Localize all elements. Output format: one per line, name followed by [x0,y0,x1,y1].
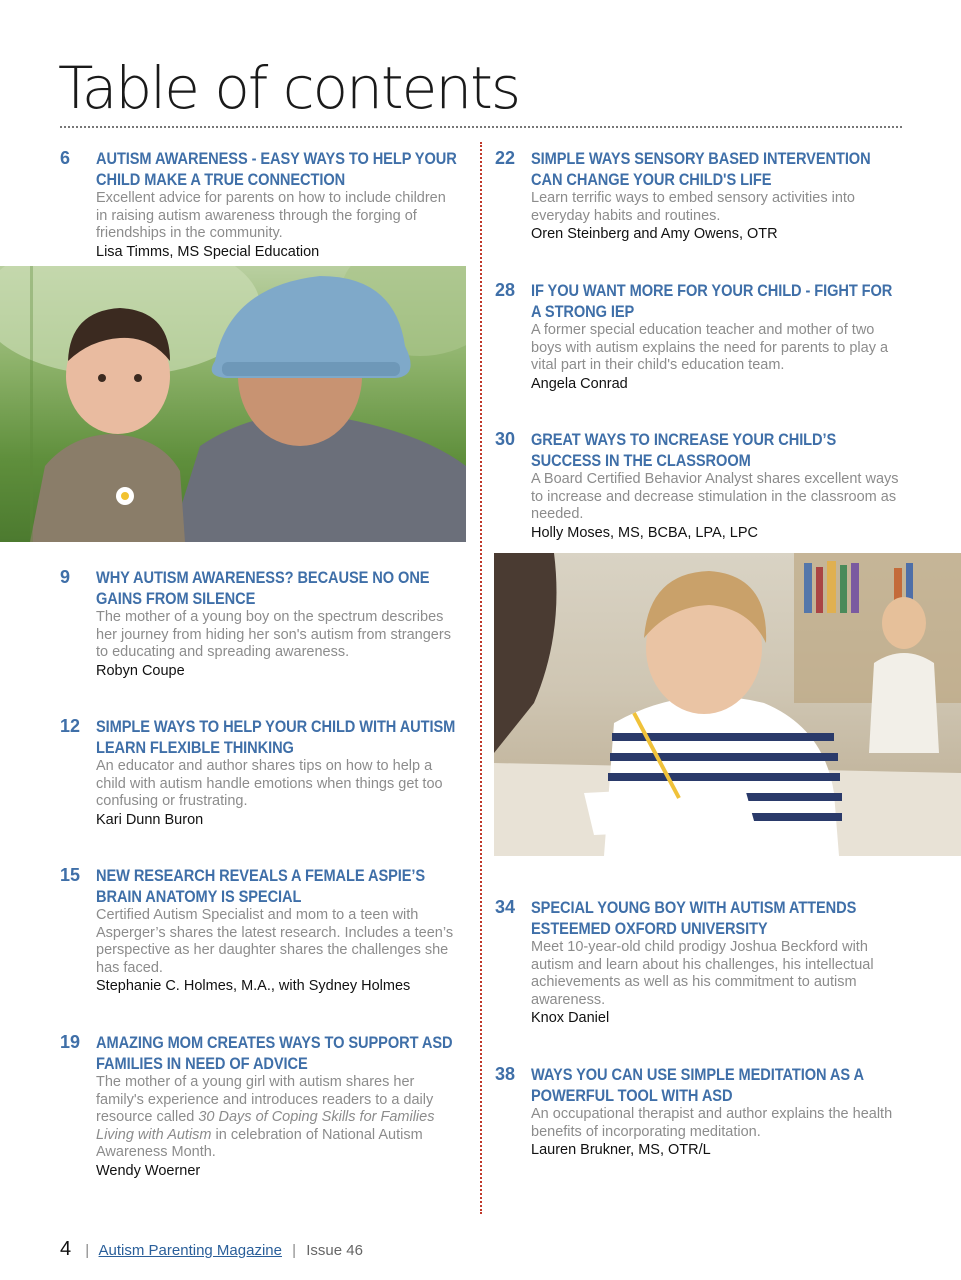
entry-description: Meet 10-year-old child prodigy Joshua Beckford with autism and learn about his challenges, his intellectual achievements as well as his commitment to autism awareness. [531,939,874,1008]
entry-author: Angela Conrad [531,375,628,392]
entry-page-number: 15 [60,865,81,885]
entry-page-number: 34 [495,897,516,917]
photo-girl-writing-illustration [494,553,961,856]
entry-title[interactable]: SIMPLE WAYS SENSORY BASED INTERVENTION CAN CHANGE YOUR CHILD'S LIFE [531,149,871,189]
photo-father-and-son-illustration [0,266,466,542]
entry-description: A Board Certified Behavior Analyst shares excellent ways to increase and decrease stimulation in the classroom as needed. [531,471,899,522]
photo-girl-writing [494,553,961,856]
page-title: Table of contents [58,54,520,122]
entry-description: Excellent advice for parents on how to include children in raising autism awareness through the forging of friendships in the community. [96,190,446,241]
entry-description-text: The mother of a young girl with autism shares her family's experience and introduces readers to a daily resource called [96,1074,434,1125]
entry-description: Certified Autism Specialist and mom to a teen with Asperger’s shares the latest research. Includes a teen’s perspective as her daughter shares the challenges she has faced. [96,907,454,976]
book-title: 30 Days of Coping Skills for Families Living with Autism [96,1109,435,1143]
entry-page-number: 19 [60,1032,81,1052]
footer-separator: | [85,1242,90,1259]
entry-page-number: 9 [60,567,71,587]
entry-description [96,1074,460,1162]
entry-author: Lauren Brukner, MS, OTR/L [531,1142,711,1158]
magazine-link[interactable]: Autism Parenting Magazine [98,1242,282,1259]
entry-description-text: in celebration of National Autism Awareness Month. [96,1126,423,1160]
entry-author: Kari Dunn Buron [96,811,204,828]
entry-title[interactable]: SPECIAL YOUNG BOY WITH AUTISM ATTENDS ESTEEMED OXFORD UNIVERSITY [531,898,857,938]
title-divider [60,126,902,128]
entry-title[interactable]: AMAZING MOM CREATES WAYS TO SUPPORT ASD FAMILIES IN NEED OF ADVICE [96,1033,453,1073]
entry-title[interactable]: WHY AUTISM AWARENESS? BECAUSE NO ONE GAINS FROM SILENCE [96,568,430,608]
entry-page-number: 28 [495,280,516,300]
entry-title[interactable]: SIMPLE WAYS TO HELP YOUR CHILD WITH AUTISM LEARN FLEXIBLE THINKING [96,717,456,757]
footer-separator: | [292,1242,297,1259]
entry-title[interactable]: NEW RESEARCH REVEALS A FEMALE ASPIE’S BRAIN ANATOMY IS SPECIAL [96,866,426,906]
entry-author: Holly Moses, MS, BCBA, LPA, LPC [531,524,758,541]
footer-page-number: 4 [60,1238,72,1260]
page-footer [60,1238,363,1262]
entry-description: Learn terrific ways to embed sensory activities into everyday habits and routines. [531,190,855,224]
entry-title[interactable]: AUTISM AWARENESS - EASY WAYS TO HELP YOUR CHILD MAKE A TRUE CONNECTION [96,149,457,189]
entry-page-number: 6 [60,148,71,168]
entry-description: An educator and author shares tips on how to help a child with autism handle emotions when things get too confusing or frustrating. [96,758,443,809]
entry-author: Lisa Timms, MS Special Education [96,243,320,260]
entry-description: A former special education teacher and mother of two boys with autism explains the need for parents to play a vital part in their child's education team. [531,322,889,373]
issue-label: Issue 46 [306,1242,363,1259]
entry-page-number: 38 [495,1064,516,1084]
entry-page-number: 22 [495,148,516,168]
entry-description: An occupational therapist and author explains the health benefits of incorporating meditation. [531,1106,893,1140]
entry-author: Knox Daniel [531,1010,610,1026]
entry-description: The mother of a young boy on the spectrum describes her journey from hiding her son's autism from strangers to educating and spreading awareness. [96,609,451,660]
entry-author: Stephanie C. Holmes, M.A., with Sydney Holmes [96,978,411,994]
entry-author: Robyn Coupe [96,662,185,679]
entry-author: Oren Steinberg and Amy Owens, OTR [531,226,778,242]
entry-title[interactable]: WAYS YOU CAN USE SIMPLE MEDITATION AS A POWERFUL TOOL WITH ASD [531,1065,864,1105]
entry-title[interactable]: IF YOU WANT MORE FOR YOUR CHILD - FIGHT FOR A STRONG IEP [531,281,893,321]
photo-father-and-son [0,266,466,542]
column-divider [480,142,482,1214]
entry-page-number: 30 [495,429,516,449]
entry-page-number: 12 [60,716,81,736]
entry-author: Wendy Woerner [96,1162,201,1179]
entry-title[interactable]: GREAT WAYS TO INCREASE YOUR CHILD’S SUCCESS IN THE CLASSROOM [531,430,837,470]
